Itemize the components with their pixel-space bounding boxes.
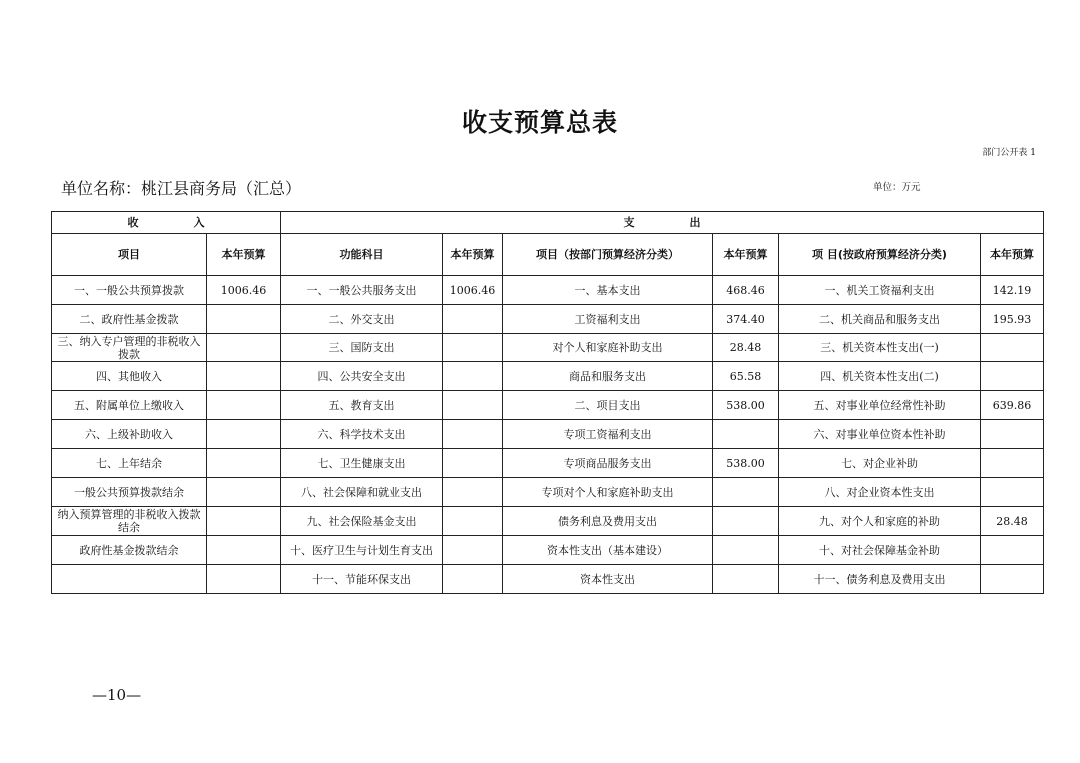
amount-cell: 142.19 bbox=[981, 276, 1044, 305]
amount-cell: 1006.46 bbox=[207, 276, 281, 305]
amount-cell: 195.93 bbox=[981, 305, 1044, 334]
currency-unit: 单位：万元 bbox=[873, 182, 921, 193]
item-cell: 一、基本支出 bbox=[503, 276, 713, 305]
amount-cell bbox=[981, 449, 1044, 478]
amount-cell: 1006.46 bbox=[443, 276, 503, 305]
item-cell: 工资福利支出 bbox=[503, 305, 713, 334]
item-cell: 十一、债务利息及费用支出 bbox=[779, 565, 981, 594]
amount-cell bbox=[443, 391, 503, 420]
amount-cell bbox=[981, 362, 1044, 391]
amount-cell bbox=[207, 362, 281, 391]
item-cell: 七、上年结余 bbox=[52, 449, 207, 478]
column-header: 本年预算 bbox=[443, 234, 503, 276]
item-cell: 七、对企业补助 bbox=[779, 449, 981, 478]
item-cell: 七、卫生健康支出 bbox=[281, 449, 443, 478]
amount-cell bbox=[207, 305, 281, 334]
table-row bbox=[52, 478, 1044, 507]
amount-cell bbox=[713, 507, 779, 536]
column-header: 项目 bbox=[52, 234, 207, 276]
column-header: 功能科目 bbox=[281, 234, 443, 276]
item-cell: 对个人和家庭补助支出 bbox=[503, 334, 713, 362]
amount-cell bbox=[443, 478, 503, 507]
amount-cell bbox=[207, 507, 281, 536]
item-cell: 政府性基金拨款结余 bbox=[52, 536, 207, 565]
page-number: —10— bbox=[92, 686, 142, 704]
item-cell: 资本性支出 bbox=[503, 565, 713, 594]
item-cell: 四、机关资本性支出(二) bbox=[779, 362, 981, 391]
item-cell: 二、政府性基金拨款 bbox=[52, 305, 207, 334]
item-cell: 一、一般公共预算拨款 bbox=[52, 276, 207, 305]
amount-cell bbox=[713, 565, 779, 594]
item-cell: 六、对事业单位资本性补助 bbox=[779, 420, 981, 449]
item-cell: 纳入预算管理的非税收入拨款结余 bbox=[52, 507, 207, 536]
item-cell: 二、项目支出 bbox=[503, 391, 713, 420]
table-row bbox=[52, 305, 1044, 334]
amount-cell bbox=[713, 420, 779, 449]
amount-cell bbox=[981, 565, 1044, 594]
amount-cell: 374.40 bbox=[713, 305, 779, 334]
unit-name: 单位名称：桃江县商务局（汇总） bbox=[61, 179, 302, 198]
section-header-row bbox=[52, 212, 1044, 234]
table-row bbox=[52, 362, 1044, 391]
column-header: 本年预算 bbox=[207, 234, 281, 276]
item-cell bbox=[52, 565, 207, 594]
item-cell: 三、国防支出 bbox=[281, 334, 443, 362]
item-cell: 三、机关资本性支出(一) bbox=[779, 334, 981, 362]
item-cell: 六、上级补助收入 bbox=[52, 420, 207, 449]
amount-cell bbox=[207, 334, 281, 362]
amount-cell: 468.46 bbox=[713, 276, 779, 305]
table-row bbox=[52, 507, 1044, 536]
table-row bbox=[52, 420, 1044, 449]
item-cell: 商品和服务支出 bbox=[503, 362, 713, 391]
column-header: 本年预算 bbox=[981, 234, 1044, 276]
amount-cell bbox=[981, 478, 1044, 507]
item-cell: 八、社会保障和就业支出 bbox=[281, 478, 443, 507]
item-cell: 四、公共安全支出 bbox=[281, 362, 443, 391]
amount-cell bbox=[443, 305, 503, 334]
table-row bbox=[52, 276, 1044, 305]
page-title: 收支预算总表 bbox=[461, 108, 618, 137]
amount-cell bbox=[981, 536, 1044, 565]
table-row bbox=[52, 536, 1044, 565]
item-cell: 十一、节能环保支出 bbox=[281, 565, 443, 594]
item-cell: 专项工资福利支出 bbox=[503, 420, 713, 449]
item-cell: 五、对事业单位经常性补助 bbox=[779, 391, 981, 420]
amount-cell bbox=[443, 507, 503, 536]
form-number: 部门公开表 1 bbox=[982, 148, 1036, 158]
amount-cell bbox=[443, 362, 503, 391]
amount-cell bbox=[207, 565, 281, 594]
item-cell: 八、对企业资本性支出 bbox=[779, 478, 981, 507]
amount-cell bbox=[981, 420, 1044, 449]
column-header: 项 目(按政府预算经济分类) bbox=[779, 234, 981, 276]
item-cell: 一、一般公共服务支出 bbox=[281, 276, 443, 305]
item-cell: 五、附属单位上缴收入 bbox=[52, 391, 207, 420]
amount-cell: 28.48 bbox=[713, 334, 779, 362]
item-cell: 债务利息及费用支出 bbox=[503, 507, 713, 536]
item-cell: 十、医疗卫生与计划生育支出 bbox=[281, 536, 443, 565]
item-cell: 四、其他收入 bbox=[52, 362, 207, 391]
amount-cell bbox=[207, 420, 281, 449]
item-cell: 二、机关商品和服务支出 bbox=[779, 305, 981, 334]
amount-cell bbox=[207, 536, 281, 565]
item-cell: 一般公共预算拨款结余 bbox=[52, 478, 207, 507]
item-cell: 专项商品服务支出 bbox=[503, 449, 713, 478]
income-section-header: 收 入 bbox=[52, 212, 281, 234]
amount-cell bbox=[443, 420, 503, 449]
amount-cell bbox=[713, 536, 779, 565]
item-cell: 九、对个人和家庭的补助 bbox=[779, 507, 981, 536]
item-cell: 二、外交支出 bbox=[281, 305, 443, 334]
table-row bbox=[52, 334, 1044, 362]
column-header-row bbox=[52, 234, 1044, 276]
amount-cell bbox=[443, 334, 503, 362]
table-row bbox=[52, 391, 1044, 420]
item-cell: 一、机关工资福利支出 bbox=[779, 276, 981, 305]
item-cell: 十、对社会保障基金补助 bbox=[779, 536, 981, 565]
amount-cell bbox=[207, 478, 281, 507]
expense-section-header: 支 出 bbox=[281, 212, 1044, 234]
column-header: 项目（按部门预算经济分类） bbox=[503, 234, 713, 276]
item-cell: 资本性支出（基本建设） bbox=[503, 536, 713, 565]
budget-table bbox=[51, 211, 1044, 594]
amount-cell bbox=[443, 449, 503, 478]
item-cell: 九、社会保险基金支出 bbox=[281, 507, 443, 536]
amount-cell bbox=[713, 478, 779, 507]
table-row bbox=[52, 449, 1044, 478]
amount-cell bbox=[443, 565, 503, 594]
amount-cell: 65.58 bbox=[713, 362, 779, 391]
item-cell: 三、纳入专户管理的非税收入拨款 bbox=[52, 334, 207, 362]
amount-cell: 538.00 bbox=[713, 449, 779, 478]
amount-cell: 538.00 bbox=[713, 391, 779, 420]
column-header: 本年预算 bbox=[713, 234, 779, 276]
amount-cell: 639.86 bbox=[981, 391, 1044, 420]
item-cell: 五、教育支出 bbox=[281, 391, 443, 420]
amount-cell bbox=[443, 536, 503, 565]
item-cell: 六、科学技术支出 bbox=[281, 420, 443, 449]
amount-cell bbox=[207, 449, 281, 478]
amount-cell bbox=[981, 334, 1044, 362]
amount-cell: 28.48 bbox=[981, 507, 1044, 536]
amount-cell bbox=[207, 391, 281, 420]
item-cell: 专项对个人和家庭补助支出 bbox=[503, 478, 713, 507]
table-row bbox=[52, 565, 1044, 594]
